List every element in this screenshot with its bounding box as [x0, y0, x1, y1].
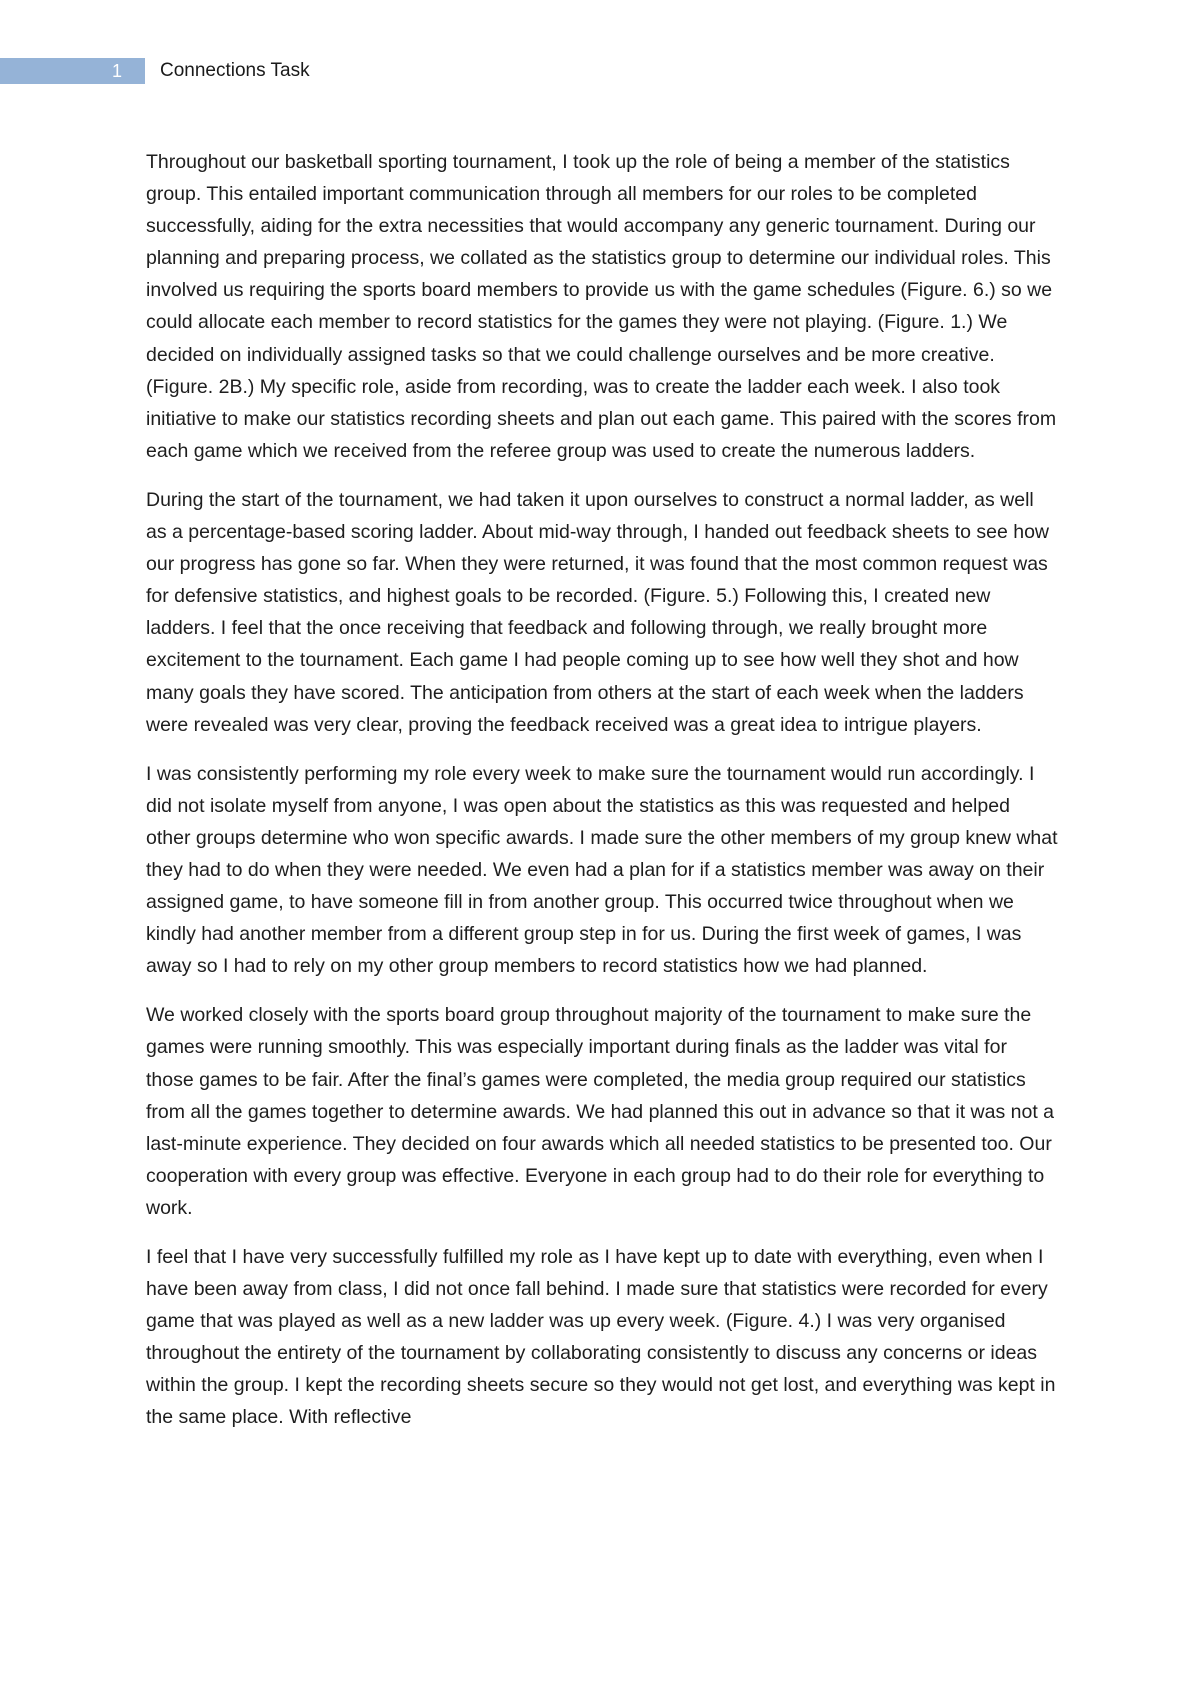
paragraph-ladders-feedback: During the start of the tournament, we had taken it upon ourselves to construct a normal ladder, as well as a percentage-based scoring ladder. About mid-way through, I handed out feedback sheets to see how our progress has gone so far. When they were returned, it was found that the most common request was for defensive statistics, and highest goals to be recorded. (Figure. 5.) Following this, I created new ladders. I feel that the once receiving that feedback and following through, we really brought more excitement to the tournament. Each game I had people coming up to see how well they shot and how many goals they have scored. The anticipation from others at the start of each week when the ladders were revealed was very clear, proving the feedback received was a great idea to intrigue players.	[146, 488, 1050, 736]
document-title: Connections Task	[160, 60, 310, 81]
paragraph-reflection: I feel that I have very successfully fulfilled my role as I have kept up to date with everything, even when I have been away from class, I did not once fall behind. I made sure that statistics were recorded for every game that was played as well as a new ladder was up every week. (Figure. 4.) I was very organised throughout the entirety of the tournament by collaborating consistently to discuss any concerns or ideas within the group. I kept the recording sheets secure so they would not get lost, and everything was kept in the same place. With reflective	[146, 1246, 1056, 1429]
paragraph-consistent-performance: I was consistently performing my role every week to make sure the tournament would run accordingly. I did not isolate myself from anyone, I was open about the statistics as this was requested and helped other groups determine who won specific awards. I made sure the other members of my group knew what they had to do when they were needed. We even had a plan for if a statistics member was away on their assigned game, to have someone fill in from another group. This occurred twice throughout when we kindly had another member from a different group step in for us. During the first week of games, I was away so I had to rely on my other group members to record statistics how we had planned.	[146, 762, 1058, 978]
document-body	[146, 146, 1058, 1451]
page-number: 1	[112, 61, 123, 81]
paragraph-group-cooperation: We worked closely with the sports board group throughout majority of the tournament to make sure the games were running smoothly. This was especially important during finals as the ladder was vital for those games to be fair. After the final’s games were completed, the media group required our statistics from all the games together to determine awards. We had planned this out in advance so that it was not a last-minute experience. They decided on four awards which all needed statistics to be presented too. Our cooperation with every group was effective. Everyone in each group had to do their role for everything to work.	[146, 1004, 1054, 1219]
paragraph-statistics-role: Throughout our basketball sporting tournament, I took up the role of being a member of the statistics group. This entailed important communication through all members for our roles to be completed successfully, aiding for the extra necessities that would accompany any generic tournament. During our planning and preparing process, we collated as the statistics group to determine our individual roles. This involved us requiring the sports board members to provide us with the game schedules (Figure. 6.) so we could allocate each member to record statistics for the games they were not playing. (Figure. 1.) We decided on individually assigned tasks so that we could challenge ourselves and be more creative. (Figure. 2B.) My specific role, aside from recording, was to create the ladder each week. I also took initiative to make our statistics recording sheets and plan out each game. This paired with the scores from each game which we received from the referee group was used to create the numerous ladders.	[146, 151, 1057, 462]
